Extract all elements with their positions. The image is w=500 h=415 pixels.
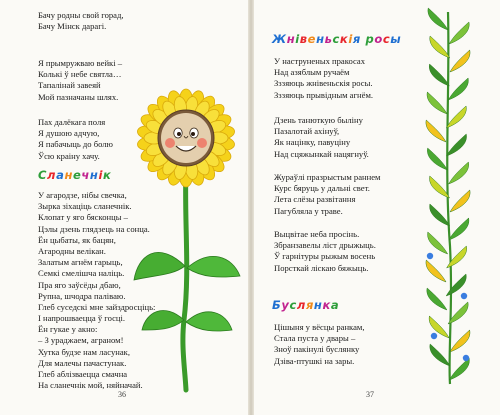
sunflower-illustration — [128, 90, 248, 390]
grass-leaf — [430, 344, 450, 366]
verse-line: Пагубляла у траве. — [274, 205, 343, 216]
title-letter: с — [332, 32, 340, 46]
grass-leaf — [450, 190, 470, 212]
verse-line: Зззяюць жнівеньскія росы. — [274, 78, 373, 89]
title-letter: а — [330, 298, 340, 312]
verse-line: Зззяюць прывідным агнём. — [274, 89, 374, 100]
title-letter: л — [296, 298, 306, 312]
title-letter: і — [98, 168, 103, 182]
title-letter: я — [352, 32, 361, 46]
verse-line: Ўсю краіну хачу. — [38, 150, 100, 161]
title-letter: а — [56, 168, 65, 182]
verse-line: Цэлы дзень глядзець на сонца. — [38, 223, 150, 234]
verse-line: Цішыня у вёсцы ранкам, — [274, 322, 365, 332]
verse-line: Зноў пакінулі буслянку — [274, 344, 360, 355]
verse-line: Клопат у яго бясконцы – — [38, 212, 128, 223]
verse-line: Жураўлі празрыстым раннем — [274, 172, 381, 182]
verse-line: Ён гукае у акно: — [38, 324, 98, 335]
page-number-left: 36 — [118, 390, 126, 399]
poem-title-sunflower — [38, 168, 111, 182]
grass-leaf — [430, 204, 450, 226]
poem-title-stork-nest — [272, 298, 339, 312]
left-page — [0, 0, 248, 415]
verse-line: Пах далёкага поля — [38, 117, 106, 127]
title-letter: с — [382, 32, 391, 46]
verse-line: Рупна, шчодра паліваю. — [38, 290, 126, 301]
title-letter: с — [289, 298, 297, 312]
title-letter: н — [313, 298, 323, 312]
grass-leaf — [426, 260, 446, 282]
title-letter: і — [348, 32, 353, 46]
verse-line: І напрошваецца ў госці. — [38, 313, 126, 324]
title-letter: р — [365, 32, 375, 46]
title-letter: к — [103, 168, 112, 182]
verse-line: Агародны велікан. — [38, 245, 106, 256]
grass-leaf — [446, 134, 466, 156]
title-letter: Б — [272, 298, 282, 312]
poem-title-august-dew — [272, 32, 401, 46]
verse-line: Я пабачыць до болю — [38, 139, 113, 150]
verse-line: Пра яго заўсёды дбаю, — [38, 279, 121, 290]
title-letter: о — [374, 32, 383, 46]
verse-line: Колькі ў небе святла… — [38, 69, 122, 80]
grass-leaf — [427, 92, 447, 114]
flower-dot — [461, 293, 467, 299]
stanza-1 — [38, 10, 124, 32]
stanza-stork-1 — [274, 322, 365, 367]
verse-line: Курс бяруць у дальні свет. — [274, 183, 370, 194]
verse-line: Семкі смелішча наліць. — [38, 268, 125, 279]
title-letter: н — [89, 168, 99, 182]
verse-line: Порсткай ліскаю бяжыць. — [274, 262, 369, 273]
flower-dot — [463, 355, 469, 361]
verse-line: Ў гарнітуры рыжым восень — [274, 251, 376, 262]
grass-leaf — [428, 232, 448, 254]
verse-line: Я душою адчую, — [38, 128, 100, 139]
grass-leaf — [446, 106, 466, 128]
grass-leaf — [450, 50, 470, 72]
verse-line: Дзіва-птушкі на зары. — [274, 355, 355, 366]
stanza-dew-2 — [274, 115, 369, 160]
grass-leaf — [449, 218, 469, 240]
grass-leaf — [426, 120, 446, 142]
verse-line: Над азяблым ручаём — [274, 67, 350, 78]
verse-line: У агародзе, нібы свечка, — [38, 190, 127, 200]
verse-line: Дзень танюткую быліну — [274, 115, 363, 125]
grass-leaf — [448, 78, 468, 100]
title-letter: і — [295, 32, 300, 46]
title-letter: Ж — [272, 32, 287, 46]
verse-line: Ён цыбаты, як бацян, — [38, 234, 116, 245]
title-letter: е — [73, 168, 82, 182]
title-letter: у — [281, 298, 290, 312]
title-letter: в — [299, 32, 308, 46]
flower-dot — [431, 333, 437, 339]
grass-leaf — [446, 274, 466, 296]
page-number-right: 37 — [366, 390, 374, 399]
title-letter: к — [322, 298, 331, 312]
title-letter: н — [316, 32, 325, 46]
title-letter: л — [47, 168, 57, 182]
grass-leaf — [429, 64, 449, 86]
stanza-dew-1 — [274, 56, 373, 101]
stanza-dew-3 — [274, 172, 380, 217]
right-page — [254, 0, 500, 415]
verse-line: Як націнку, павуціну — [274, 137, 351, 148]
grass-leaf — [449, 22, 469, 44]
grass-leaf — [427, 288, 447, 310]
grass-leaf — [430, 36, 450, 58]
stanza-2 — [38, 58, 122, 103]
verse-line: Тапалінай завеяй — [38, 80, 101, 91]
verse-line: Хутка будзе нам ласунак, — [38, 346, 130, 357]
verse-line: На сланечнік мой, няйначай. — [38, 380, 143, 391]
title-letter: ч — [81, 168, 90, 182]
verse-line: Залатым агнём гарыць, — [38, 257, 123, 268]
verse-line: Выцвітае неба просінь. — [274, 229, 360, 239]
verse-line: Збранзавелы ліст дрыжыць. — [274, 240, 376, 251]
flower-dot — [427, 253, 433, 259]
verse-line: Над сцяжынкай нацягнуў. — [274, 148, 369, 159]
title-letter: я — [305, 298, 314, 312]
title-letter: к — [339, 32, 349, 46]
title-letter: н — [286, 32, 296, 46]
verse-line: Глеб аблізваецца смачна — [38, 369, 128, 379]
verse-line: Я прымружваю вейкі – — [38, 58, 123, 68]
grass-ornament — [420, 6, 480, 386]
grass-leaf — [449, 358, 469, 380]
grass-leaf — [427, 148, 447, 170]
verse-line: Лета слёзы развітання — [274, 194, 356, 205]
verse-line: Для малечы пачастунак. — [38, 357, 127, 368]
verse-line: Мой пазначаны шлях. — [38, 91, 119, 102]
grass-leaf — [449, 162, 469, 184]
grass-leaf — [450, 330, 470, 352]
stanza-dew-4 — [274, 229, 376, 274]
title-letter: ы — [390, 32, 402, 46]
verse-line: Зырка зіхаціць сланечнік. — [38, 201, 132, 212]
title-letter: ь — [324, 32, 333, 46]
title-letter: н — [64, 168, 73, 182]
verse-line: Бачу родны свой горад, — [38, 10, 124, 20]
verse-line: Глеб суседскі мне зайздросціць: — [38, 301, 156, 312]
title-letter: С — [38, 168, 48, 182]
verse-line: Пазалотай ахінуў, — [274, 126, 340, 137]
verse-line: – З ураджаем, аграном! — [38, 335, 124, 346]
verse-line: Бачу Мінск дарагі. — [38, 21, 107, 32]
verse-line: Стала пуста у двары – — [274, 333, 356, 344]
verse-line: У наструненых пракосах — [274, 56, 366, 66]
grass-leaf — [428, 8, 448, 30]
stanza-3 — [38, 117, 113, 162]
title-letter: е — [307, 32, 317, 46]
